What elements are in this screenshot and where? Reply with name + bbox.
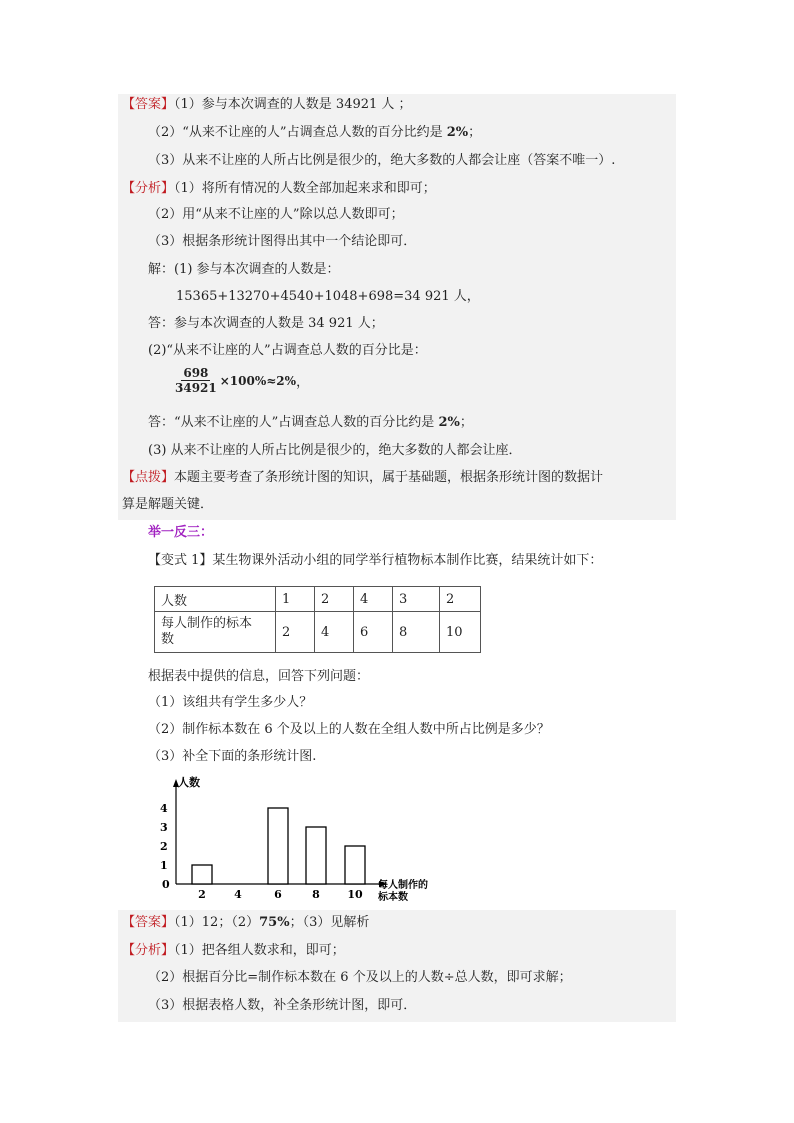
bar-2 xyxy=(192,865,212,884)
table-cell: 人数 xyxy=(155,587,276,612)
bar-10 xyxy=(345,846,365,884)
table-cell: 6 xyxy=(354,612,393,653)
answer2-line: 【答案】（1）12；（2）75%；（3）见解析 xyxy=(122,915,370,930)
bar-8 xyxy=(306,827,326,884)
x-tick-label: 2 xyxy=(198,888,206,901)
answer2-tag: 【答案】 xyxy=(122,915,175,930)
question-1: （1）该组共有学生多少人？ xyxy=(148,695,313,710)
table-cell: 2 xyxy=(440,587,481,612)
answer-line-2: （2）“从来不让座的人”占调查总人数的百分比约是 2%； xyxy=(148,125,482,140)
analysis2-tag: 【分析】 xyxy=(122,943,175,958)
analysis-line-3: （3）根据条形统计图得出其中一个结论即可． xyxy=(148,234,417,249)
x-tick-label: 8 xyxy=(312,888,320,901)
analysis2-line-2: （2）根据百分比=制作标本数在 6 个及以上的人数÷总人数，即可求解； xyxy=(148,970,572,985)
y-tick-label: 3 xyxy=(160,821,168,834)
y-tick-label: 1 xyxy=(160,859,168,872)
analysis-line-2: （2）用“从来不让座的人”除以总人数即可； xyxy=(148,207,404,222)
table-cell: 1 xyxy=(276,587,315,612)
fraction-formula xyxy=(175,366,309,395)
table-cell: 4 xyxy=(354,587,393,612)
analysis-tag: 【分析】 xyxy=(122,181,175,196)
table-row xyxy=(155,612,481,653)
problem-statement: 【变式 1】某生物课外活动小组的同学举行植物标本制作比赛，结果统计如下： xyxy=(148,553,603,568)
y-tick-label: 2 xyxy=(160,840,168,853)
x-axis-label: 标本数 xyxy=(378,892,408,903)
solution-line-2: 15365+13270+4540+1048+698=34 921 人， xyxy=(176,289,480,304)
solution-line-6: (3) 从来不让座的人所占比例是很少的，绝大多数的人都会让座． xyxy=(148,443,522,458)
x-tick-label: 4 xyxy=(234,888,242,901)
question-2: （2）制作标本数在 6 个及以上的人数在全组人数中所占比例是多少？ xyxy=(148,722,550,737)
solution-line-1: 解：(1) 参与本次调查的人数是： xyxy=(148,262,340,277)
tip-line-2: 算是解题关键． xyxy=(122,497,214,512)
question-3: （3）补全下面的条形统计图. xyxy=(148,749,317,764)
bars-group xyxy=(192,808,365,884)
tip-line-1: 【点拨】本题主要考查了条形统计图的知识，属于基础题，根据条形统计图的数据计 xyxy=(122,470,604,485)
y-axis-label: 人数 xyxy=(178,776,200,789)
bar-chart xyxy=(150,776,450,906)
table-cell: 10 xyxy=(440,612,481,653)
analysis2-line-3: （3）根据表格人数，补全条形统计图，即可． xyxy=(148,998,417,1013)
table-cell: 8 xyxy=(393,612,440,653)
x-axis-label: 每人制作的 xyxy=(378,880,428,891)
y-tick-label: 4 xyxy=(160,802,168,815)
table-row xyxy=(155,587,481,612)
analysis2-line-1: 【分析】（1）把各组人数求和，即可； xyxy=(122,943,345,958)
analysis-line-1: 【分析】（1）将所有情况的人数全部加起来求和即可； xyxy=(122,181,436,196)
answer-line-1: 【答案】（1）参与本次调查的人数是 34921 人 ； xyxy=(122,97,412,112)
question-intro: 根据表中提供的信息，回答下列问题： xyxy=(148,669,370,684)
table-cell: 每人制作的标本 数 xyxy=(155,612,276,653)
solution-line-4: (2)“从来不让座的人”占调查总人数的百分比是： xyxy=(148,343,427,358)
solution-line-3: 答：参与本次调查的人数是 34 921 人； xyxy=(148,316,384,331)
table-cell: 4 xyxy=(315,612,354,653)
table-cell: 2 xyxy=(276,612,315,653)
answer-tag: 【答案】 xyxy=(122,97,175,112)
fraction-numerator: 698 xyxy=(183,366,209,380)
fraction-rest: ×100%≈2% xyxy=(219,373,297,388)
problem-tag: 【变式 1】 xyxy=(148,553,213,568)
x-tick-label: 10 xyxy=(347,888,363,901)
fraction-comma: ， xyxy=(296,375,310,390)
data-table xyxy=(154,586,481,653)
table-cell: 2 xyxy=(315,587,354,612)
origin-label: 0 xyxy=(162,878,170,891)
fraction-denominator: 34921 xyxy=(175,381,217,395)
tip-tag: 【点拨】 xyxy=(122,470,175,485)
bar-6 xyxy=(268,808,288,884)
section-title: 举一反三： xyxy=(148,525,214,540)
solution-line-5: 答：“从来不让座的人”占调查总人数的百分比约是 2%； xyxy=(148,415,473,430)
answer-line-3: （3）从来不让座的人所占比例是很少的，绝大多数的人都会让座（答案不唯一）. xyxy=(148,153,616,168)
table-cell: 3 xyxy=(393,587,440,612)
x-tick-label: 6 xyxy=(274,888,282,901)
